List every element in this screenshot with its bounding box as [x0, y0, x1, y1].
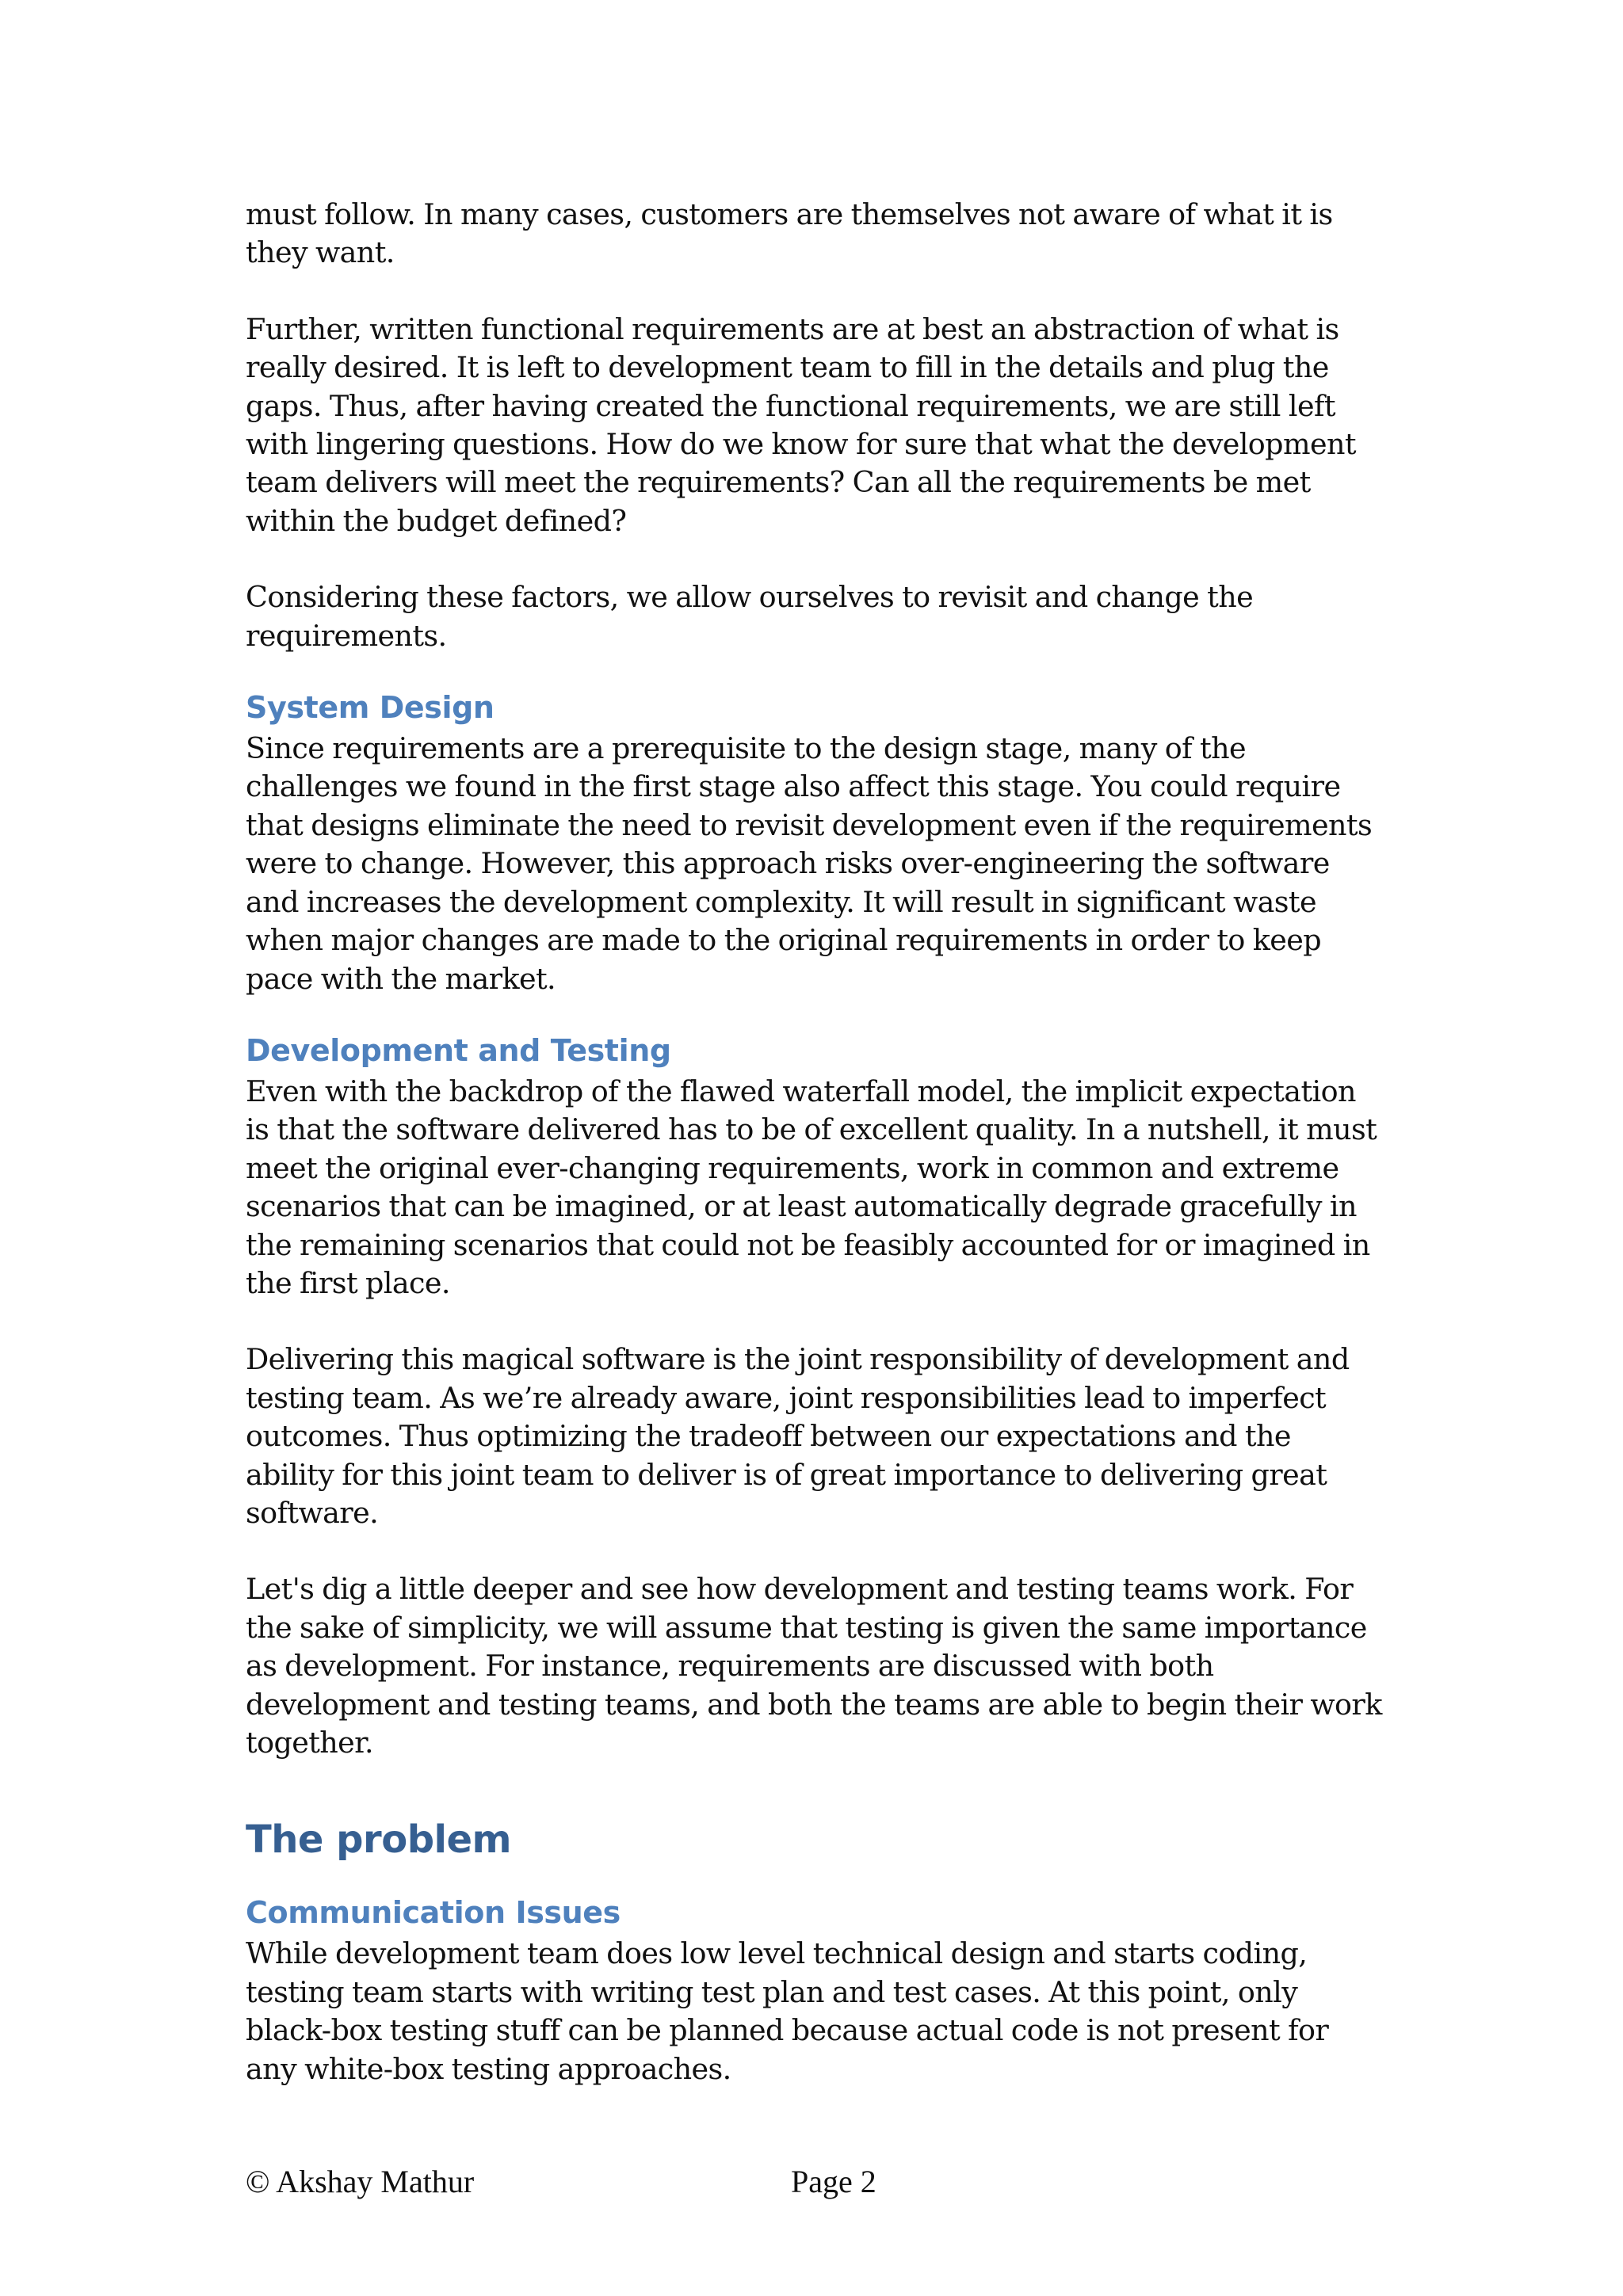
paragraph: Since requirements are a prerequisite to the design stage, many of the challenges we found in the first stage also affect this stage. You could require that designs eliminate the need to revisit development even if the requirements were to change. However, this approach risks over-engineering the software and increases the development complexity. It will result in significant waste when major changes are made to the original requirements in order to keep pace with the market.	[246, 731, 1373, 996]
paragraph: Let's dig a little deeper and see how development and testing teams work. For the sake of simplicity, we will assume that testing is given the same importance as development. For instance, requirements are discussed with both development and testing teams, and both the teams are able to begin their work together.	[246, 1572, 1382, 1760]
paragraph: must follow. In many cases, customers are themselves not aware of what it is they want.	[246, 197, 1333, 270]
paragraph: Even with the backdrop of the flawed waterfall model, the implicit expectation is that the software delivered has to be of excellent quality. In a nutshell, it must meet the original ever-changing requirements, work in common and extreme scenarios that can be imagined, or at least automatically degrade gracefully in the remaining scenarios that could not be feasibly accounted for or imagined in the first place.	[246, 1074, 1377, 1300]
document-body	[246, 196, 1387, 2088]
section-heading-communication-issues: Communication Issues	[246, 1895, 621, 1931]
paragraph: Delivering this magical software is the joint responsibility of development and testing team. As we’re already aware, joint responsibilities lead to imperfect outcomes. Thus optimizing the tradeoff between our expectations and the ability for this joint team to deliver is of great importance to delivering great software.	[246, 1342, 1350, 1530]
footer-author: © Akshay Mathur	[246, 2164, 475, 2199]
paragraph: Considering these factors, we allow ourselves to revisit and change the requirements.	[246, 580, 1254, 653]
section-heading-system-design: System Design	[246, 690, 495, 726]
paragraph: Further, written functional requirements are at best an abstraction of what is really desired. It is left to development team to fill in the details and plug the gaps. Thus, after having created the functional requirements, we are still left with lingering questions. How do we know for sure that what the development team delivers will meet the requirements? Can all the requirements be met within the budget defined?	[246, 311, 1356, 538]
chapter-heading-the-problem: The problem	[246, 1817, 512, 1863]
footer-page-number: Page 2	[791, 2164, 876, 2199]
paragraph: While development team does low level technical design and starts coding, testing team starts with writing test plan and test cases. At this point, only black-box testing stuff can be planned because actual code is not present for any white-box testing approaches.	[246, 1936, 1329, 2086]
section-heading-development-testing: Development and Testing	[246, 1032, 671, 1068]
